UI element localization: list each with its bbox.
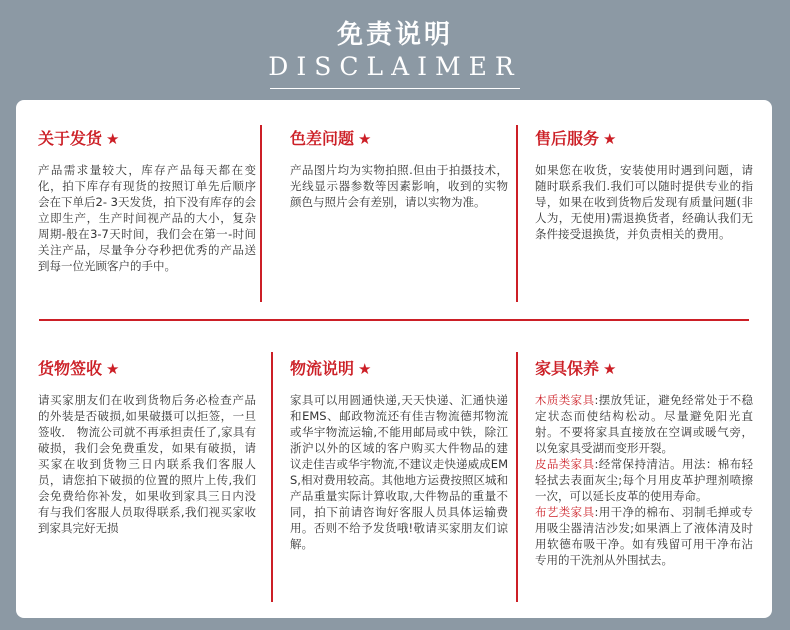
section-title: 售后服务 ★ <box>535 129 617 148</box>
section-body: 产品需求量较大，库存产品每天都在变化，拍下库存有现货的按照订单先后顺序会在下单后2- 3天发货，拍下没有库存的会立即生产，生产时间视产品的大小，复杂周期-般在3-7天时间，我们会在第一-时间关注产品，尽量争分夺秒把优秀的产品送到每一位光顾客户的手中。 <box>38 163 256 273</box>
star-icon: ★ <box>106 130 120 148</box>
page-title-en: DISCLAIMER <box>268 52 522 81</box>
section-shipping <box>38 128 256 274</box>
star-icon: ★ <box>106 360 120 378</box>
column-divider <box>516 125 518 302</box>
title-underline <box>270 88 520 89</box>
section-color-difference <box>290 128 508 210</box>
section-title: 关于发货 ★ <box>38 129 120 148</box>
column-divider <box>271 352 273 602</box>
star-icon: ★ <box>603 130 617 148</box>
column-divider <box>260 125 262 302</box>
disclaimer-card <box>16 100 772 618</box>
section-title: 物流说明 ★ <box>290 359 372 378</box>
fabric-furniture-label: 布艺类家具 <box>535 505 595 519</box>
section-after-sales <box>535 128 753 242</box>
section-body: 如果您在收货，安装使用时遇到问题，请随时联系我们.我们可以随时提供专业的指导，如果在收到货物后发现有质量问题(非人为，无使用)需退换货者，经确认我们无条件接受退换货，并负责相关的费用。 <box>535 163 753 241</box>
column-divider <box>516 352 518 602</box>
wood-furniture-text: :摆放凭证，避免经常处于不稳定状态而使结构松动。尽量避免阳光直射。不要将家具直接放在空调或暖气旁，以免家具受湖而变形开裂。 <box>535 393 754 455</box>
wood-furniture-label: 木质类家具 <box>535 393 595 407</box>
leather-furniture-label: 皮品类家具 <box>535 457 595 471</box>
section-maintenance <box>535 358 753 568</box>
row-divider <box>39 319 749 321</box>
section-logistics <box>290 358 508 552</box>
section-title: 色差问题 ★ <box>290 129 372 148</box>
star-icon: ★ <box>603 360 617 378</box>
star-icon: ★ <box>358 360 372 378</box>
section-title: 货物签收 ★ <box>38 359 120 378</box>
leather-furniture-text: :经常保持清洁。用法：棉布轻轻拭去表面灰尘;每个月用皮革护理剂喷擦一次，可以延长皮革的使用寿命。 <box>535 457 754 503</box>
section-body <box>535 392 753 568</box>
section-receipt <box>38 358 256 536</box>
section-body: 产品图片均为实物拍照.但由于拍摄技术，光线显示器参数等因素影响，收到的实物颜色与照片会有差别，请以实物为准。 <box>290 163 508 209</box>
section-body: 家具可以用圆通快递,天天快递、汇通快递和EMS、邮政物流还有佳吉物流德邦物流或华宇物流运输,不能用邮局或中铁，除江浙沪以外的区域的客户购买大件物品的建议走佳吉或华宇物流,不建议走快递威成EMS,相对费用较高。其他地方运费按照区城和产品重量实际计算收取,大件物品的重量不同，拍下前请咨询好客服人员具体运输费用。否则不给予发货哦!敬请买家朋友们谅解。 <box>290 393 508 551</box>
star-icon: ★ <box>358 130 372 148</box>
fabric-furniture-text: :用干净的棉布、羽制毛掸或专用吸尘器清洁沙发;如果酒上了液体清及时用软德布吸干净。如有残留可用干净布沾专用的干洗剂从外围拭去。 <box>535 505 754 567</box>
section-body: 请买家朋友们在收到货物后务必检查产品的外装是否破损,如果破摄可以拒签，一旦签收． 物流公司就不再承担责任了,家具有破损，我们会免费重发，如果有破损，请买家在收到货物三日内联系我们客服人员，请您拍下破损的位置的照片上传,我们会免费给你补发，如果收到家具三日内没有与我们客服人员取得联系,我们视买家收到家具完好无损 <box>38 393 256 535</box>
section-title: 家具保养 ★ <box>535 359 617 378</box>
page-title-cn: 免责说明 <box>336 20 453 50</box>
